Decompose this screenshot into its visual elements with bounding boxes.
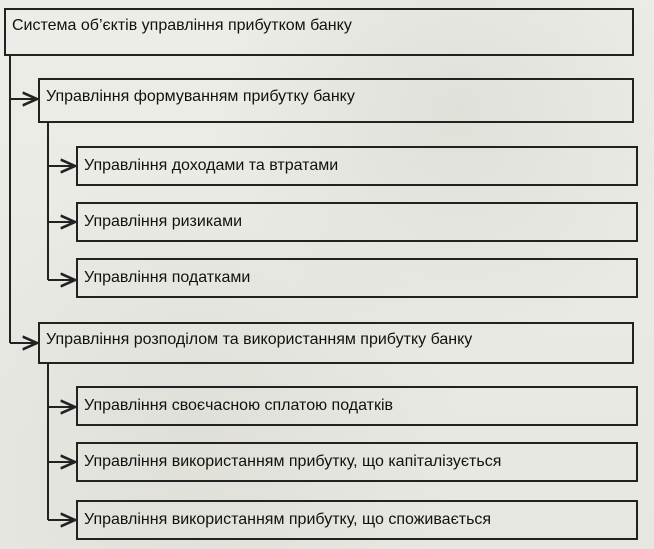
formation-item-1-node <box>76 146 638 186</box>
distribution-item-2-label: Управління використанням прибутку, що капіталізується <box>84 453 502 470</box>
distribution-section-node <box>38 322 634 364</box>
formation-item-2-node <box>76 202 638 242</box>
formation-section-label: Управління формуванням прибутку банку <box>46 88 355 105</box>
distribution-item-1-node <box>76 386 638 426</box>
distribution-item-1-label: Управління своєчасною сплатою податків <box>84 397 394 414</box>
root-node-label: Система об’єктів управління прибутком банку <box>12 17 352 34</box>
formation-item-1-label: Управління доходами та втратами <box>84 157 339 174</box>
formation-item-3-label: Управління податками <box>84 269 251 286</box>
formation-item-2-label: Управління ризиками <box>84 213 243 230</box>
distribution-item-3-label: Управління використанням прибутку, що споживається <box>84 511 492 528</box>
formation-item-3-node <box>76 258 638 298</box>
formation-section-node <box>38 78 634 123</box>
distribution-section-label: Управління розподілом та використанням прибутку банку <box>46 331 473 348</box>
distribution-item-2-node <box>76 442 638 482</box>
root-node <box>4 8 634 56</box>
distribution-item-3-node <box>76 500 638 540</box>
